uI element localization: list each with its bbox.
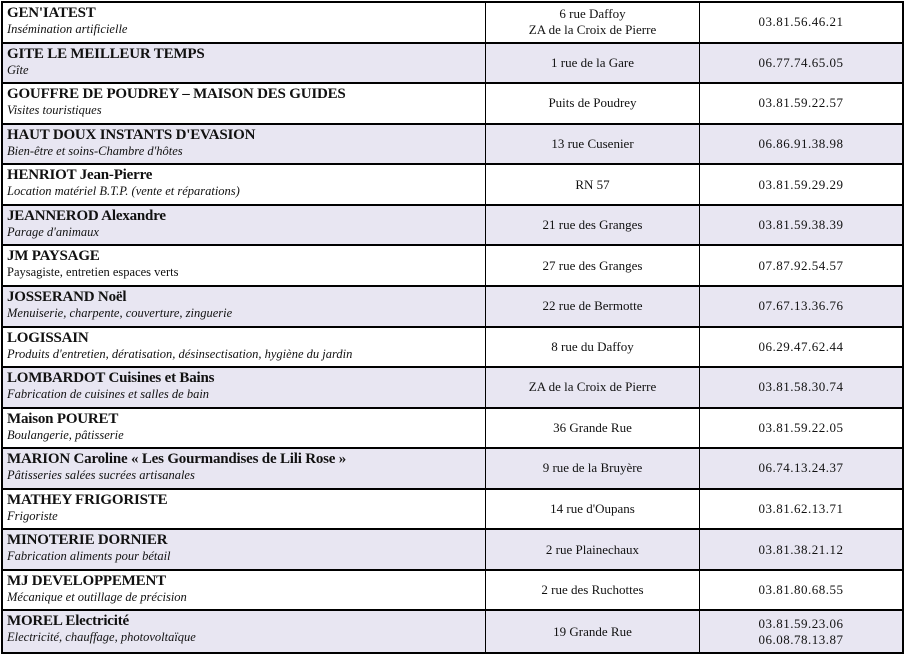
business-cell — [3, 611, 486, 652]
address-line: 13 rue Cusenier — [551, 135, 634, 151]
business-name: JM PAYSAGE — [7, 248, 100, 265]
phone-cell — [700, 84, 902, 125]
business-name: MJ DEVELOPPEMENT — [7, 572, 166, 589]
business-activity: Parage d'animaux — [7, 224, 99, 239]
address-line: 2 rue Plainechaux — [545, 541, 640, 557]
phone-number: 03.81.59.22.05 — [758, 419, 844, 435]
phone-number: 06.08.78.13.87 — [758, 631, 844, 647]
phone-number: 03.81.59.29.29 — [758, 176, 844, 192]
address-line: 21 rue des Granges — [542, 217, 643, 233]
address-cell — [486, 571, 700, 612]
business-name: HENRIOT Jean-Pierre — [7, 167, 153, 184]
phone-cell — [700, 328, 902, 369]
business-name: HAUT DOUX INSTANTS D'EVASION — [7, 126, 256, 143]
business-name: GEN'IATEST — [7, 5, 96, 21]
business-name: GITE LE MEILLEUR TEMPS — [7, 45, 205, 62]
address-cell — [486, 490, 700, 531]
business-name: Maison POURET — [7, 410, 119, 427]
business-name: JEANNEROD Alexandre — [7, 207, 166, 224]
phone-number: 03.81.38.21.12 — [758, 541, 844, 557]
phone-cell — [700, 409, 902, 450]
business-cell — [3, 84, 486, 125]
address-cell — [486, 165, 700, 206]
business-name: JOSSERAND Noël — [7, 288, 127, 305]
business-activity: Location matériel B.T.P. (vente et réparations) — [7, 184, 240, 199]
address-line: 14 rue d'Oupans — [550, 501, 635, 517]
phone-cell — [700, 125, 902, 166]
phone-cell — [700, 571, 902, 612]
phone-cell — [700, 611, 902, 652]
address-cell — [486, 449, 700, 490]
business-activity: Frigoriste — [7, 508, 58, 523]
business-cell — [3, 449, 486, 490]
phone-number: 03.81.62.13.71 — [758, 501, 844, 517]
address-line: Puits de Poudrey — [548, 95, 637, 111]
business-activity: Fabrication aliments pour bétail — [7, 549, 171, 564]
address-line: 9 rue de la Bruyère — [542, 460, 643, 476]
phone-cell — [700, 165, 902, 206]
address-line: 27 rue des Granges — [542, 257, 643, 273]
address-cell — [486, 84, 700, 125]
business-cell — [3, 490, 486, 531]
business-cell — [3, 44, 486, 85]
business-name: MOREL Electricité — [7, 613, 129, 630]
phone-cell — [700, 530, 902, 571]
phone-number: 07.67.13.36.76 — [758, 298, 844, 314]
address-cell — [486, 611, 700, 652]
directory-table — [1, 1, 904, 654]
business-activity: Paysagiste, entretien espaces verts — [7, 265, 179, 280]
business-name: GOUFFRE DE POUDREY – MAISON DES GUIDES — [7, 86, 346, 103]
phone-cell — [700, 490, 902, 531]
phone-cell — [700, 3, 902, 44]
address-line: 22 rue de Bermotte — [542, 298, 643, 314]
address-line: 1 rue de la Gare — [550, 54, 634, 70]
phone-number: 06.77.74.65.05 — [758, 54, 844, 70]
phone-cell — [700, 206, 902, 247]
address-line: 8 rue du Daffoy — [551, 338, 634, 354]
phone-number: 03.81.59.38.39 — [758, 217, 844, 233]
business-name: MINOTERIE DORNIER — [7, 532, 168, 549]
address-cell — [486, 125, 700, 166]
address-line: RN 57 — [575, 176, 610, 192]
address-cell — [486, 287, 700, 328]
address-line: 6 rue Daffoy — [559, 6, 626, 22]
business-cell — [3, 125, 486, 166]
business-activity: Pâtisseries salées sucrées artisanales — [7, 468, 195, 483]
business-activity: Gîte — [7, 62, 29, 77]
business-activity: Produits d'entretien, dératisation, désinsectisation, hygiène du jardin — [7, 346, 353, 361]
business-activity: Menuiserie, charpente, couverture, zinguerie — [7, 305, 233, 320]
business-activity: Boulangerie, pâtisserie — [7, 427, 124, 442]
business-cell — [3, 165, 486, 206]
phone-cell — [700, 449, 902, 490]
business-activity: Electricité, chauffage, photovoltaïque — [7, 630, 196, 645]
address-cell — [486, 3, 700, 44]
address-line: 36 Grande Rue — [553, 419, 632, 435]
business-activity: Fabrication de cuisines et salles de bain — [7, 387, 210, 402]
business-cell — [3, 328, 486, 369]
phone-number: 03.81.59.22.57 — [758, 95, 844, 111]
phone-number: 03.81.56.46.21 — [758, 14, 844, 30]
phone-number: 06.86.91.38.98 — [758, 135, 844, 151]
business-cell — [3, 409, 486, 450]
address-cell — [486, 368, 700, 409]
business-activity: Bien-être et soins-Chambre d'hôtes — [7, 143, 183, 158]
phone-number: 03.81.58.30.74 — [758, 379, 844, 395]
business-activity: Visites touristiques — [7, 103, 102, 118]
business-name: LOMBARDOT Cuisines et Bains — [7, 370, 215, 387]
address-cell — [486, 44, 700, 85]
business-cell — [3, 530, 486, 571]
business-activity: Mécanique et outillage de précision — [7, 589, 187, 604]
business-cell — [3, 206, 486, 247]
business-name: LOGISSAIN — [7, 329, 89, 346]
business-cell — [3, 287, 486, 328]
business-activity: Insémination artificielle — [7, 22, 128, 36]
business-cell — [3, 246, 486, 287]
phone-number: 03.81.80.68.55 — [758, 582, 844, 598]
phone-cell — [700, 368, 902, 409]
address-cell — [486, 409, 700, 450]
phone-cell — [700, 287, 902, 328]
address-line: ZA de la Croix de Pierre — [528, 22, 657, 38]
business-name: MATHEY FRIGORISTE — [7, 491, 168, 508]
address-line: 19 Grande Rue — [553, 623, 632, 639]
address-cell — [486, 530, 700, 571]
business-cell — [3, 571, 486, 612]
phone-number: 06.29.47.62.44 — [758, 338, 844, 354]
business-cell — [3, 3, 486, 44]
phone-cell — [700, 246, 902, 287]
address-cell — [486, 206, 700, 247]
phone-number: 07.87.92.54.57 — [758, 257, 844, 273]
business-name: MARION Caroline « Les Gourmandises de Lili Rose » — [7, 451, 347, 468]
business-cell — [3, 368, 486, 409]
address-line: ZA de la Croix de Pierre — [528, 379, 657, 395]
phone-number: 06.74.13.24.37 — [758, 460, 844, 476]
phone-number: 03.81.59.23.06 — [758, 615, 844, 631]
phone-cell — [700, 44, 902, 85]
address-cell — [486, 328, 700, 369]
address-line: 2 rue des Ruchottes — [541, 582, 644, 598]
address-cell — [486, 246, 700, 287]
